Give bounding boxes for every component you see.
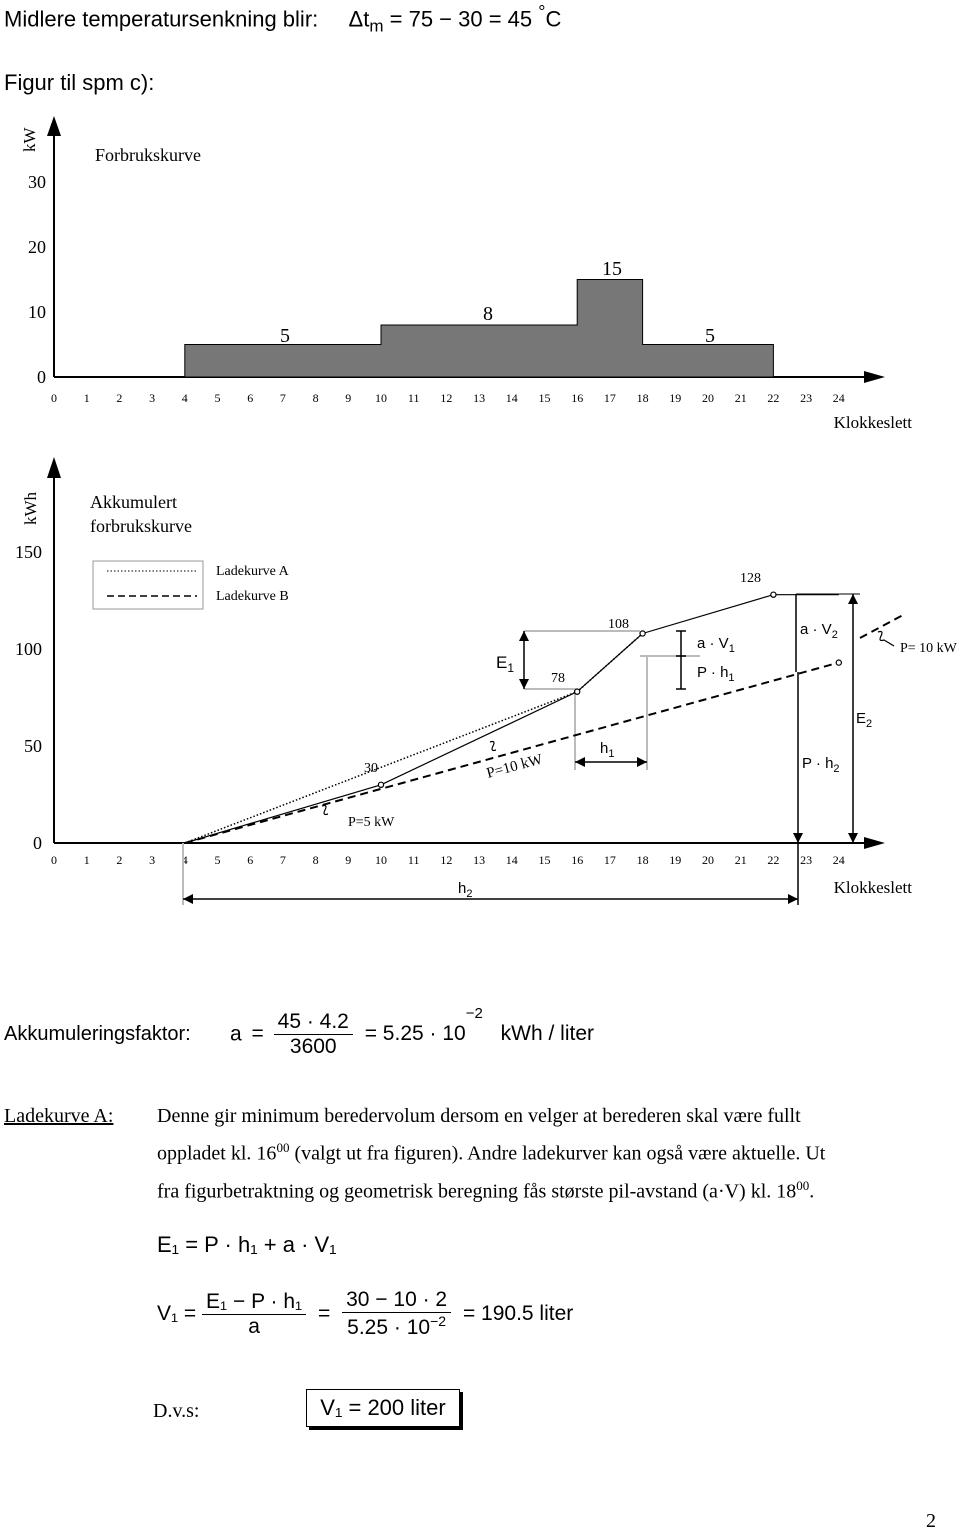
chart1-ytick-30: 30 — [28, 172, 46, 192]
chart1-xtick-9: 9 — [345, 391, 352, 405]
chart2-xtick-0: 0 — [51, 853, 57, 867]
chart2-xtick-3: 3 — [149, 853, 156, 867]
chart2-xtick-4: 4 — [181, 853, 188, 867]
chart1-xtick-14: 14 — [505, 391, 518, 405]
chart1-xtick-22: 22 — [767, 391, 780, 405]
chart1-xtick-15: 15 — [538, 391, 551, 405]
chart2-xtick-10: 10 — [375, 853, 387, 867]
ladekurve-line1: Denne gir minimum beredervolum dersom en velger at berederen skal være fullt — [157, 1105, 801, 1127]
chart1-xtick-20: 20 — [702, 391, 714, 405]
value-label-5-left: 5 — [280, 325, 290, 347]
chart1-xtick-10: 10 — [375, 391, 387, 405]
equation-v1 — [157, 1288, 573, 1340]
p10-right-squiggle — [878, 632, 894, 647]
ladekurve-a-curve — [185, 633, 643, 843]
ladekurve-line3: fra figurbetraktning og geometrisk beregning fås største pil-avstand (a·V) kl. $18^{00}$. — [157, 1177, 815, 1203]
legend-a-label: Ladekurve A — [216, 564, 289, 579]
chart1-xtick-11: 11 — [407, 391, 420, 405]
forbrukskurve-chart — [0, 110, 960, 440]
chart1-title: Forbrukskurve — [95, 145, 201, 165]
legend-box — [93, 561, 203, 609]
ladekurve-label: Ladekurve A: — [4, 1105, 114, 1127]
equation-e1: E₁ = P · h₁ + a · V₁ — [157, 1232, 337, 1257]
chart1-ylabel: kW — [20, 127, 39, 152]
ph2-label: $P \cdot h_2$ — [802, 755, 840, 775]
akk-eq: = — [251, 1022, 264, 1046]
eq2-eq: = — [317, 1302, 331, 1325]
eq2-num2: 30 − 10 · 2 — [342, 1288, 451, 1313]
figure-label: Figur til spm c): — [4, 70, 155, 95]
chart2-xtick-1: 1 — [83, 853, 90, 867]
e1-arrow-bottom — [519, 679, 529, 689]
curve-point-3 — [771, 592, 776, 597]
chart1-xtick-2: 2 — [116, 391, 123, 405]
chart2-xtick-17: 17 — [603, 853, 616, 867]
chart2-xtick-22: 22 — [767, 853, 780, 867]
chart1-xtick-24: 24 — [832, 391, 845, 405]
chart2-title-line1: Akkumulert — [90, 492, 177, 512]
point-label-30: 30 — [364, 761, 378, 776]
h2-arrow-right — [788, 894, 798, 904]
chart2-xtick-2: 2 — [116, 853, 123, 867]
chart2-xtick-21: 21 — [734, 853, 747, 867]
legend — [93, 561, 290, 609]
chart1-xtick-18: 18 — [636, 391, 649, 405]
ladekurve-b-curve — [185, 663, 839, 843]
point-label-128: 128 — [740, 571, 761, 586]
h1-label: $h_1$ — [600, 740, 615, 760]
chart2-xtick-23: 23 — [800, 853, 813, 867]
h2-arrow-left — [183, 894, 193, 904]
chart2-xtick-24: 24 — [832, 853, 845, 867]
chart1-x-ticks — [51, 391, 845, 405]
chart2-xtick-15: 15 — [538, 853, 551, 867]
chart1-xtick-4: 4 — [181, 391, 188, 405]
eq2-den2: $5.25 \cdot 10^{-2}$ — [347, 1313, 447, 1339]
chart1-ytick-10: 10 — [28, 302, 46, 322]
chart1-xtick-3: 3 — [149, 391, 156, 405]
akk-exp: −2 — [465, 1005, 483, 1022]
ladekurve-line2: oppladet kl. $16^{00}$ (valgt ut fra figuren). Andre ladekurver kan også være aktuelle. Ut — [157, 1140, 826, 1165]
chart2-xtick-14: 14 — [505, 853, 518, 867]
chart2-xtick-19: 19 — [669, 853, 682, 867]
chart1-xtick-12: 12 — [440, 391, 453, 405]
chart1-xtick-6: 6 — [247, 391, 254, 405]
e1-label: $E_1$ — [496, 653, 515, 675]
chart1-xtick-0: 0 — [51, 391, 57, 405]
chart2-xtick-12: 12 — [440, 853, 453, 867]
chart1-ytick-20: 20 — [28, 237, 46, 257]
h1-arrow-right — [637, 757, 647, 767]
ph1-label: $P \cdot h_1$ — [697, 664, 735, 684]
unit-celsius: C — [545, 6, 562, 32]
chart2-xtick-16: 16 — [571, 853, 584, 867]
h1-arrow-left — [575, 757, 585, 767]
curve-point-2 — [640, 631, 645, 636]
chart1-xtick-17: 17 — [603, 391, 616, 405]
chart1-xtick-23: 23 — [800, 391, 813, 405]
chart2-y-arrow — [47, 457, 61, 478]
temperature-label: Midlere temperatursenkning blir: — [4, 6, 319, 32]
p5-label: P=5 kW — [348, 815, 395, 830]
p10-right-label: P= 10 kW — [900, 641, 957, 656]
e2-arrow-bottom — [848, 833, 858, 843]
chart2-xlabel: Klokkeslett — [833, 878, 912, 897]
chart1-xlabel: Klokkeslett — [833, 413, 912, 432]
ph2-arrow-bottom — [793, 833, 803, 843]
p10-label: P=10 kW — [484, 751, 545, 782]
chart1-xtick-8: 8 — [312, 391, 319, 405]
value-label-5-right: 5 — [705, 325, 715, 347]
curve-point-1 — [575, 689, 580, 694]
e2-label: $E_2$ — [856, 710, 873, 730]
eq2-result: = 190.5 liter — [462, 1302, 574, 1325]
chart2-ytick-150: 150 — [15, 542, 42, 562]
chart2-xtick-5: 5 — [214, 853, 221, 867]
consumption-step-area — [185, 280, 774, 378]
e1-arrow-top — [519, 631, 529, 641]
akk-unit: kWh / liter — [500, 1022, 594, 1046]
ladekurve-paragraph — [157, 1101, 825, 1207]
chart2-title-line2: forbrukskurve — [90, 516, 192, 536]
dvs-label: D.v.s: — [153, 1400, 200, 1422]
temperature-equation: = 75 − 30 = 45 — [389, 6, 533, 32]
result-box: V₁ = 200 liter — [306, 1389, 460, 1427]
point-label-108: 108 — [608, 617, 629, 632]
chart1-xtick-5: 5 — [214, 391, 221, 405]
akk-a: a — [230, 1022, 242, 1046]
chart2-xtick-9: 9 — [345, 853, 352, 867]
chart2-ytick-50: 50 — [24, 736, 42, 756]
p5-squiggle — [322, 806, 328, 815]
akk-numerator: 45 · 4.2 — [274, 1010, 353, 1035]
curve-point-0 — [378, 782, 383, 787]
page-number: 2 — [926, 1510, 936, 1532]
akkumulert-chart — [0, 450, 960, 920]
eq2-num1: E₁ − P · h₁ — [202, 1290, 306, 1315]
chart2-xtick-6: 6 — [247, 853, 254, 867]
akk-fraction — [274, 1010, 353, 1059]
chart1-x-arrow — [864, 371, 885, 383]
chart2-xtick-11: 11 — [407, 853, 420, 867]
chart2-ytick-100: 100 — [15, 639, 42, 659]
chart1-y-ticks — [28, 172, 46, 387]
chart1-xtick-1: 1 — [83, 391, 90, 405]
chart2-xtick-13: 13 — [473, 853, 486, 867]
p10-squiggle — [490, 742, 496, 751]
chart1-xtick-16: 16 — [571, 391, 584, 405]
chart2-xtick-7: 7 — [279, 853, 286, 867]
chart2-x-ticks — [51, 853, 845, 867]
akk-denominator: 3600 — [289, 1034, 337, 1058]
chart2-y-ticks — [15, 542, 42, 853]
value-label-15: 15 — [602, 258, 622, 280]
delta-t: Δt — [348, 6, 370, 32]
degree-symbol: ° — [538, 2, 546, 22]
accumulated-consumption-curve — [185, 595, 839, 843]
chart2-ytick-0: 0 — [33, 833, 42, 853]
chart1-y-arrow — [47, 116, 61, 136]
point-label-78: 78 — [551, 671, 565, 686]
av2-label: $a \cdot V_2$ — [800, 621, 838, 641]
chart1-xtick-7: 7 — [279, 391, 286, 405]
h2-label: $h_2$ — [458, 880, 473, 900]
e2-arrow-top — [848, 594, 858, 604]
chart1-xtick-13: 13 — [473, 391, 486, 405]
chart1-xtick-19: 19 — [669, 391, 682, 405]
temperature-line — [4, 2, 561, 37]
value-label-8: 8 — [483, 303, 493, 325]
akk-label: Akkumuleringsfaktor: — [4, 1023, 191, 1045]
eq2-den1: a — [248, 1314, 260, 1338]
chart2-ylabel: kWh — [21, 491, 40, 525]
av1-label: $a \cdot V_1$ — [697, 635, 735, 655]
delta-t-sub: m — [369, 16, 384, 36]
eq2-v1: V₁ = — [157, 1302, 197, 1325]
eq2-fraction1 — [202, 1290, 306, 1339]
legend-b-label: Ladekurve B — [216, 589, 289, 604]
chart2-xtick-8: 8 — [312, 853, 319, 867]
eq2-fraction2 — [342, 1288, 451, 1340]
akk-equation — [230, 1005, 594, 1059]
chart1-xtick-21: 21 — [734, 391, 747, 405]
chart1-ytick-0: 0 — [37, 367, 46, 387]
akk-result: = 5.25 · 10 — [364, 1022, 466, 1046]
chart2-xtick-20: 20 — [702, 853, 714, 867]
chart2-x-arrow — [864, 837, 885, 849]
chart2-xtick-18: 18 — [636, 853, 649, 867]
curve-point-4 — [836, 660, 841, 665]
